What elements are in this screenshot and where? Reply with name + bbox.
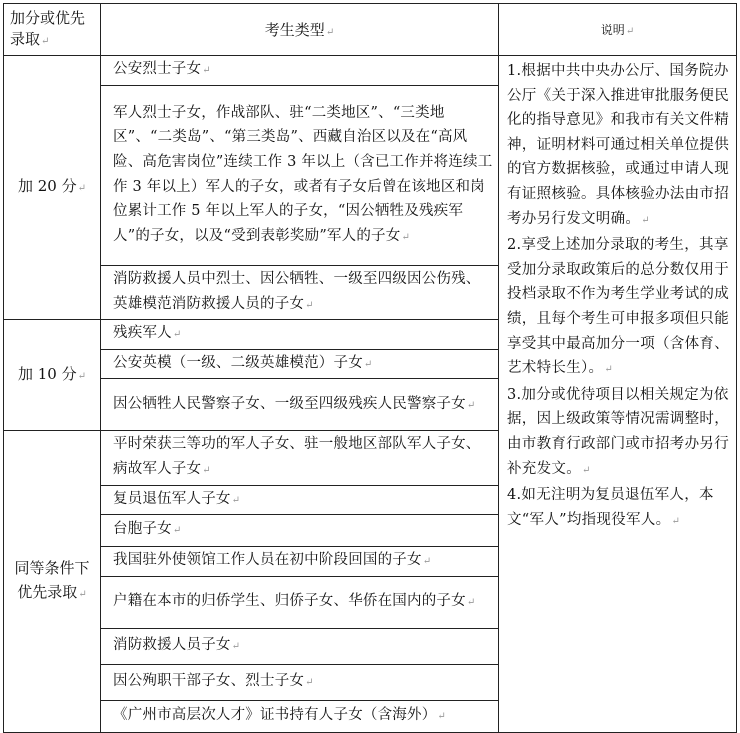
category-cell: 加 10 分↵ [4, 320, 101, 431]
header-note: 说明↵ [499, 4, 737, 56]
note-item: 2.享受上述加分录取的考生，其享受加分录取政策后的总分数仅用于投档录取不作为考生学业考试的成绩，且每个考生可申报多项但只能享受其中最高加分一项（含体育、艺术特长生）。↵ [507, 237, 729, 377]
notes-cell [499, 56, 737, 733]
type-cell: 《广州市高层次人才》证书持有人子女（含海外）↵ [101, 701, 499, 733]
type-cell: 因公殉职干部子女、烈士子女↵ [101, 665, 499, 701]
type-cell: 公安英模（一级、二级英雄模范）子女↵ [101, 349, 499, 379]
type-cell: 台胞子女↵ [101, 515, 499, 547]
type-cell: 因公牺牲人民警察子女、一级至四级残疾人民警察子女↵ [101, 379, 499, 431]
type-cell: 消防救援人员子女↵ [101, 629, 499, 665]
header-row [4, 4, 737, 56]
type-cell: 平时荣获三等功的军人子女、驻一般地区部队军人子女、病故军人子女↵ [101, 431, 499, 485]
note-item: 3.加分或优待项目以相关规定为依据，因上级政策等情况需调整时，由市教育行政部门或市招考办另行补充发文。↵ [507, 386, 729, 477]
type-cell: 军人烈士子女，作战部队、驻“二类地区”、“三类地区”、“二类岛”、“第三类岛”、西藏自治区以及在“高风险、高危害岗位”连续工作 3 年以上（含已工作并将连续工作 3 年以上）军人的子女，或者有子女后曾在该地区和岗位累计工作 5 年以上军人的子女，“因公牺牲及残疾军人”的子女，以及“受到表彰奖励”军人的子女↵ [101, 86, 499, 266]
type-cell: 公安烈士子女↵ [101, 56, 499, 86]
type-cell: 消防救援人员中烈士、因公牺牲、一级至四级因公伤残、英雄模范消防救援人员的子女↵ [101, 266, 499, 320]
header-category: 加分或优先录取↵ [4, 4, 101, 56]
category-cell: 同等条件下优先录取↵ [4, 431, 101, 733]
policy-table [3, 3, 737, 733]
type-cell: 残疾军人↵ [101, 320, 499, 350]
header-type: 考生类型↵ [101, 4, 499, 56]
type-cell: 户籍在本市的归侨学生、归侨子女、华侨在国内的子女↵ [101, 577, 499, 629]
table-row [4, 56, 737, 86]
note-item: 1.根据中共中央办公厅、国务院办公厅《关于深入推进审批服务便民化的指导意见》和我市有关文件精神，证明材料可通过相关单位提供的官方数据核验，或通过申请人现有证照核验。具体核验办法由市招考办另行发文明确。↵ [507, 63, 729, 227]
type-cell: 复员退伍军人子女↵ [101, 485, 499, 515]
type-cell: 我国驻外使领馆工作人员在初中阶段回国的子女↵ [101, 547, 499, 577]
category-cell: 加 20 分↵ [4, 56, 101, 320]
note-item: 4.如无注明为复员退伍军人，本文“军人”均指现役军人。↵ [507, 487, 714, 528]
